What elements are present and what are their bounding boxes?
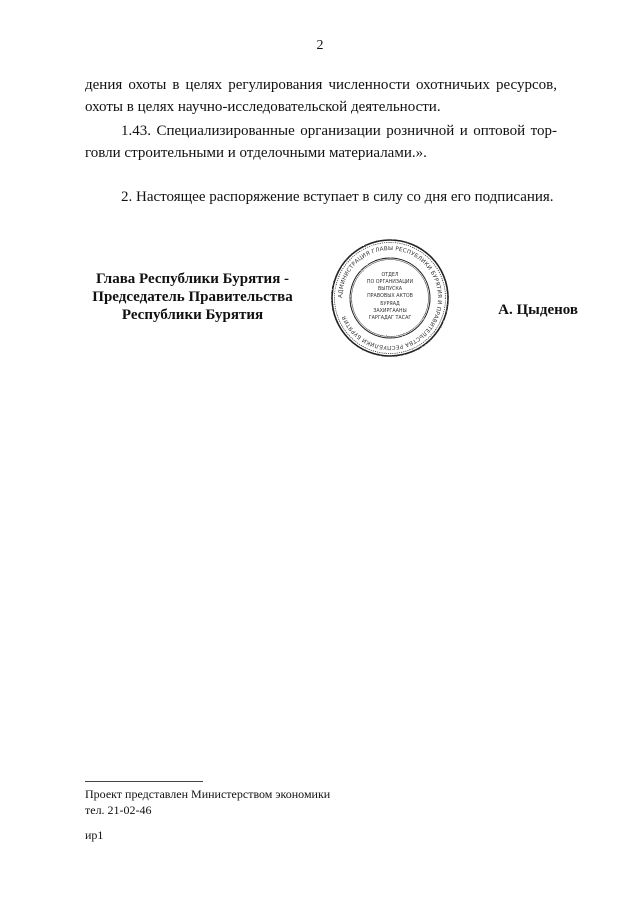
seal-outer-text: АДМИНИСТРАЦИЯ ГЛАВЫ РЕСПУБЛИКИ БУРЯТИЯ И ПРАВИТЕЛЬСТВА РЕСПУБЛИКИ БУРЯТИЯ [337,245,443,351]
paragraph-effective-date [85,186,557,208]
signer-title [85,270,300,324]
paragraph-line: 1.43. Специализированные организации розничной и оптовой тор- [121,123,557,139]
paragraph-line: дения охоты в целях регулирования численности охотничьих ресурсов, [85,77,557,93]
paragraph-line: охоты в целях научно-исследовательской деятельности. [85,99,441,115]
seal-inner-line: БУРЯАД [380,302,400,307]
footer-phone: тел. 21-02-46 [85,803,152,817]
paragraph-line: 2. Настоящее распоряжение вступает в силу со дня его подписания. [121,189,554,205]
seal-inner-line: ПРАВОВЫХ АКТОВ [367,294,413,299]
seal-inner-line: ОТДЕЛ [381,273,399,278]
paragraph-line: говли строительными и отделочными материалами.». [85,145,427,161]
signer-title-line: Глава Республики Бурятия - [95,271,290,287]
seal-inner-line: ВЫПУСКА [377,287,403,292]
footer-prepared-by: Проект представлен Министерством экономики [85,787,331,801]
seal-inner-line: ГАРГАДАГ ТАСАГ [368,316,412,321]
signer-title-line: Председатель Правительства [92,289,293,305]
signer-name: А. Цыденов [498,302,578,318]
seal-inner-line: ПО ОРГАНИЗАЦИИ [366,280,414,285]
signer-title-line: Республики Бурятия [121,307,264,323]
page-number: 2 [316,38,324,53]
seal-inner-line: ЗАХИРГААНЫ [373,309,407,314]
paragraph-item-1-43 [85,120,557,164]
official-seal [330,238,450,358]
footer-initials: ир1 [85,828,104,842]
paragraph-hunting [85,74,557,118]
footnote-divider [85,781,203,782]
